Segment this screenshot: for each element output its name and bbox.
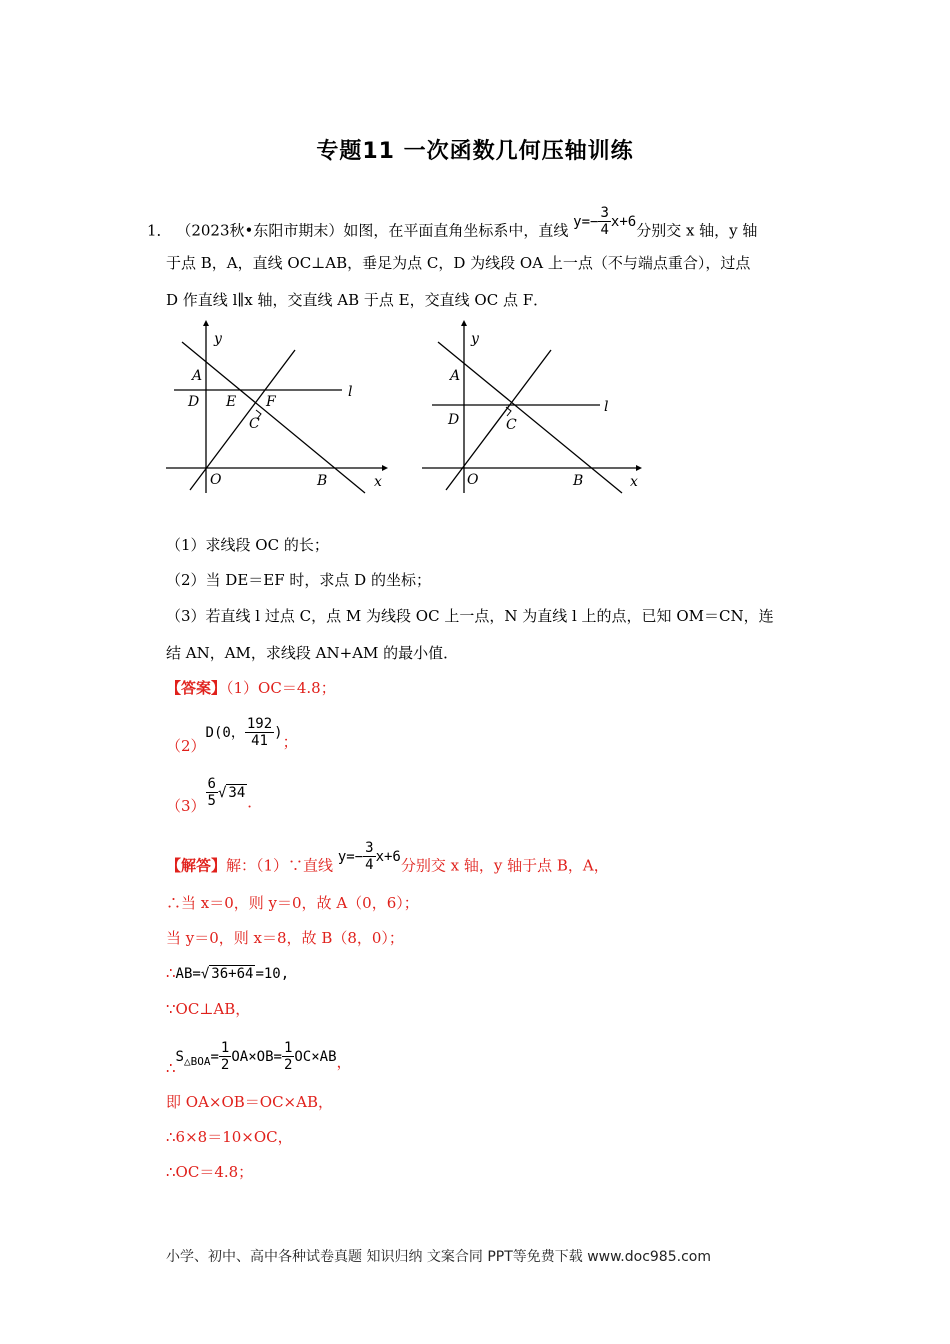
problem-line-1: [147, 205, 758, 248]
fig2-label-B: B: [573, 473, 584, 489]
page-title: 专题11 一次函数几何压轴训练: [316, 139, 634, 164]
solution-8: ∴6×8＝10×OC，: [166, 1128, 293, 1146]
solution-3: 当 y＝0，则 x＝8，故 B（8，0）；: [166, 929, 404, 947]
problem-number: 1．: [147, 221, 172, 240]
question-3b: 结 AN，AM，求线段 AN+AM 的最小值．: [166, 644, 459, 662]
answer-2: （2）D(0， $\frac{192}{41}$ )；: [166, 716, 298, 755]
answer-3: （3） $\frac{6}{5}$ √ 34 ．: [166, 776, 263, 815]
answer-label: 【答案】: [166, 679, 227, 697]
problem-text-1: 如图，在平面直角坐标系中，直线: [343, 221, 569, 240]
question-2: （2）当 DE＝EF 时，求点 D 的坐标；: [166, 571, 431, 589]
fig1-label-O: O: [210, 472, 222, 488]
solution-5: ∵OC⊥AB，: [166, 1000, 251, 1018]
problem-source: （2023秋•东阳市期末）: [176, 221, 344, 240]
fig2-label-C: C: [506, 417, 517, 433]
fig2-label-x: x: [630, 474, 638, 490]
fig1-label-C: C: [249, 416, 260, 432]
solution-1: 【解答】解：（1）∵直线 y=− $\frac{3}{4}$ x+6分别交 x 轴，y 轴于点 B，A，: [166, 840, 609, 875]
fig2-line-ab: [438, 342, 622, 493]
fig1-line-ab: [182, 342, 365, 493]
answer-1: [166, 678, 336, 698]
solution-6: $\therefore S_{\triangle BOA}=$ $\frac{1}{2}$ OA×OB= $\frac{1}{2}$ OC×AB，: [166, 1040, 352, 1077]
fig1-label-x: x: [374, 474, 382, 490]
fig2-line-oc: [446, 350, 551, 490]
page-footer: 小学、初中、高中各种试卷真题 知识归纳 文案合同 PPT等免费下载 www.doc985.com: [166, 1249, 711, 1265]
solution-2: ∴当 x＝0，则 y＝0，故 A（0，6）；: [166, 894, 419, 912]
problem-line-3: D 作直线 l∥x 轴，交直线 AB 于点 E，交直线 OC 点 F．: [166, 291, 549, 309]
line-equation: y=− $\frac{3}{4}$ x+6: [573, 205, 637, 238]
fig2-y-arrow: [461, 320, 467, 326]
question-3a: （3）若直线 l 过点 C，点 M 为线段 OC 上一点，N 为直线 l 上的点，已知 OM＝CN，连: [166, 607, 774, 625]
fig1-label-B: B: [317, 473, 328, 489]
fig2-label-D: D: [448, 412, 460, 428]
fig1-label-y: y: [214, 331, 222, 347]
fig1-label-l: l: [348, 384, 353, 400]
fig2-x-arrow: [636, 465, 642, 471]
fig2-label-y: y: [471, 331, 479, 347]
fig1-label-A: A: [192, 368, 203, 384]
fig2-label-A: A: [450, 368, 461, 384]
fig2-label-l: l: [604, 399, 609, 415]
fig1-label-E: E: [226, 394, 237, 410]
figure-1: [160, 318, 390, 498]
fig1-label-F: F: [266, 394, 276, 410]
fig1-x-arrow: [382, 465, 388, 471]
problem-line-2: 于点 B，A，直线 OC⊥AB，垂足为点 C，D 为线段 OA 上一点（不与端点重合），过点: [166, 254, 751, 272]
question-1: （1）求线段 OC 的长；: [166, 536, 329, 554]
answer-1-text: （1）OC＝4.8；: [226, 679, 336, 697]
solution-4: ∴AB=√ 36+64 =10,: [166, 964, 290, 982]
fig1-y-arrow: [203, 320, 209, 326]
problem-text-1b: 分别交 x 轴，y 轴: [636, 221, 758, 240]
fig1-label-D: D: [188, 394, 200, 410]
solution-equation: y=− $\frac{3}{4}$ x+6: [337, 840, 401, 873]
figure-2: [418, 318, 648, 498]
fig2-label-O: O: [467, 472, 479, 488]
solution-7: 即 OA×OB＝OC×AB，: [166, 1093, 333, 1111]
solution-label: 【解答】: [166, 856, 227, 875]
solution-9: ∴OC＝4.8；: [166, 1163, 254, 1181]
